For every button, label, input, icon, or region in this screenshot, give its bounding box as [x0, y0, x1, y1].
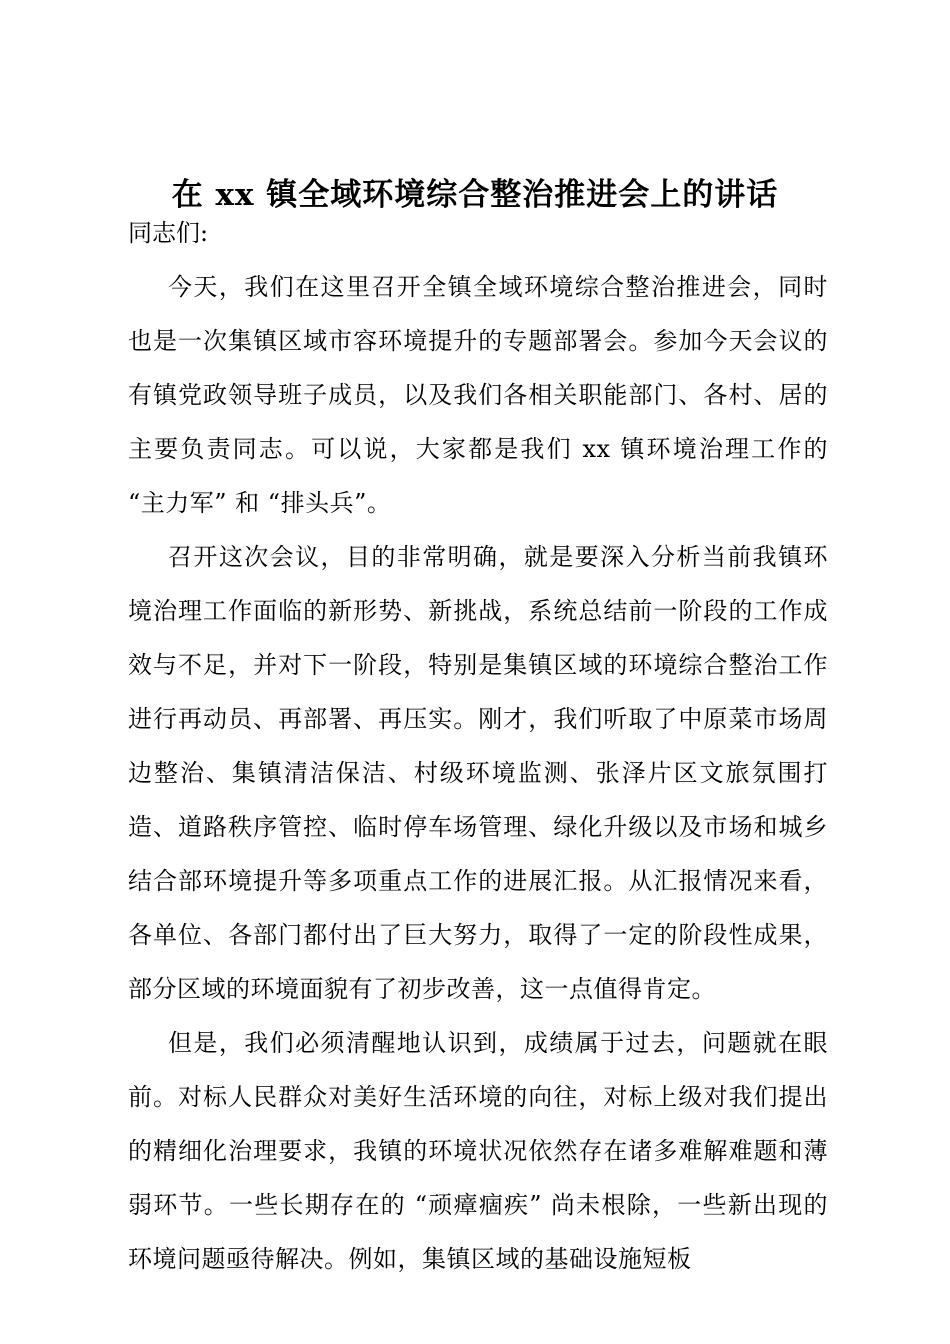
salutation: 同志们:: [128, 219, 209, 247]
paragraph-3: 但是，我们必须清醒地认识到，成绩属于过去，问题就在眼前。对标人民群众对美好生活环境的向往，对标上级对我们提出的精细化治理要求，我镇的环境状况依然存在诸多难解难题和薄弱环节。一些长期存在的 “顽瘴痼疾” 尚未根除，一些新出现的环境问题亟待解决。例如，集镇区域的基础设施短板: [128, 1029, 828, 1273]
document-title: 在 xx 镇全域环境综合整治推进会上的讲话: [171, 177, 779, 213]
paragraph-1: 今天，我们在这里召开全镇全域环境综合整治推进会，同时也是一次集镇区域市容环境提升的专题部署会。参加今天会议的有镇党政领导班子成员，以及我们各相关职能部门、各村、居的主要负责同志。可以说，大家都是我们 xx 镇环境治理工作的 “主力军” 和 “排头兵”。: [128, 273, 828, 517]
paragraph-2: 召开这次会议，目的非常明确，就是要深入分析当前我镇环境治理工作面临的新形势、新挑战，系统总结前一阶段的工作成效与不足，并对下一阶段，特别是集镇区域的环境综合整治工作进行再动员、再部署、再压实。刚才，我们听取了中原菜市场周边整治、集镇清洁保洁、村级环境监测、张泽片区文旅氛围打造、道路秩序管控、临时停车场管理、绿化升级以及市场和城乡结合部环境提升等多项重点工作的进展汇报。从汇报情况来看，各单位、各部门都付出了巨大努力，取得了一定的阶段性成果，部分区域的环境面貌有了初步改善，这一点值得肯定。: [128, 543, 828, 1003]
document-body: [128, 206, 828, 1286]
